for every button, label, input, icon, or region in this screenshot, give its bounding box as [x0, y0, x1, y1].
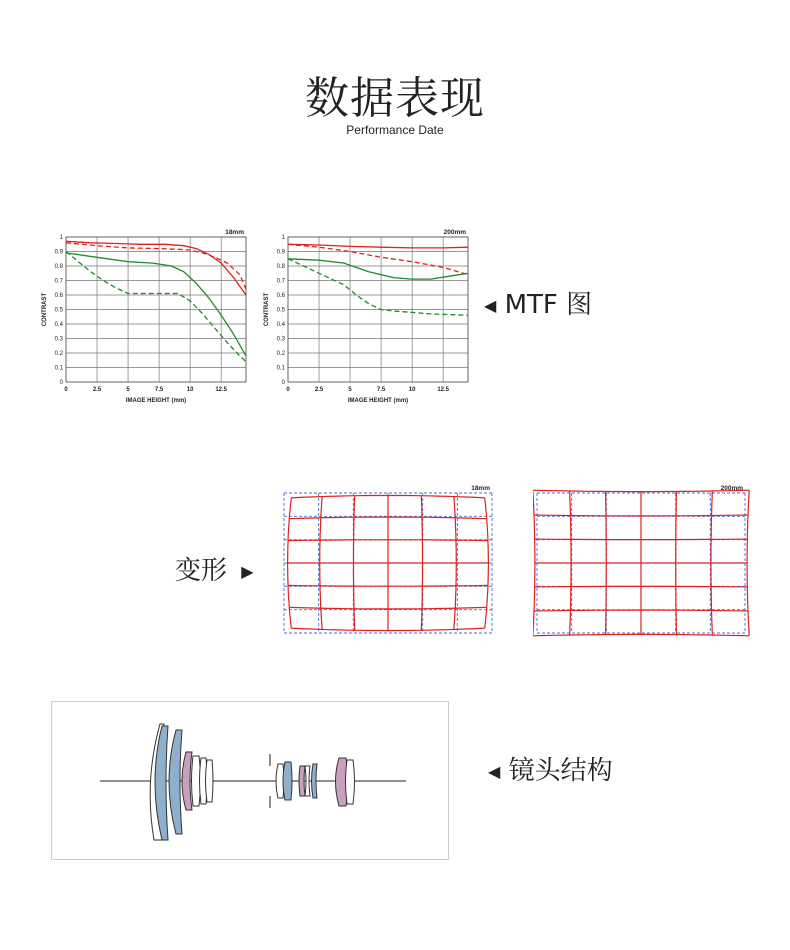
- y-tick-label: 0.6: [276, 293, 285, 299]
- y-tick-label: 0.5: [54, 307, 63, 314]
- distorted-grid-line: [535, 539, 748, 540]
- y-axis-label: CONTRAST: [264, 292, 270, 327]
- x-tick-label: 2.5: [92, 387, 102, 393]
- x-tick-label: 2.5: [314, 387, 324, 393]
- y-tick-label: 1: [59, 235, 63, 241]
- x-tick-label: 7.5: [376, 387, 386, 393]
- distortion-title: 200mm: [720, 485, 743, 492]
- lens-label-text: 镜头结构: [508, 756, 613, 786]
- y-tick-label: 0.7: [54, 278, 63, 285]
- mtf-label: [484, 284, 592, 321]
- distortion-grid-200mm: [533, 482, 751, 638]
- y-axis-label: CONTRAST: [42, 292, 48, 327]
- mtf-series-green-dashed: [66, 252, 246, 362]
- x-tick-label: 5: [348, 387, 352, 393]
- triangle-left-icon: ◀: [484, 296, 497, 315]
- y-tick-label: 0.5: [276, 307, 285, 314]
- lens-structure-box: [51, 701, 449, 860]
- lens-element-3: [169, 730, 182, 834]
- mtf-series-green-solid: [288, 259, 468, 279]
- y-tick-label: 0.1: [54, 365, 63, 372]
- mtf-series-green-solid: [66, 253, 246, 356]
- y-tick-label: 0.8: [54, 264, 63, 270]
- distortion-label: [175, 550, 254, 587]
- x-tick-label: 10: [408, 387, 416, 393]
- y-tick-label: 0.7: [276, 278, 285, 285]
- y-tick-label: 0.2: [276, 351, 285, 357]
- lens-diagram: [52, 702, 448, 859]
- y-tick-label: 0.2: [54, 351, 63, 357]
- page-subtitle: Performance Date: [346, 123, 444, 137]
- y-tick-label: 1: [281, 235, 285, 241]
- distorted-grid-line: [533, 634, 749, 635]
- lens-label: [488, 750, 613, 787]
- page-title: 数据表现: [305, 73, 485, 124]
- mtf-series-red-solid: [66, 241, 246, 295]
- x-tick-label: 12.5: [215, 387, 228, 393]
- chart-title: 18mm: [225, 229, 244, 236]
- lens-element-4: [182, 752, 192, 810]
- lens-element-14: [346, 760, 355, 804]
- distorted-grid-line: [533, 490, 535, 636]
- distortion-label-text: 变形: [175, 556, 228, 586]
- lens-element-10: [299, 766, 305, 796]
- y-tick-label: 0: [281, 380, 285, 386]
- x-axis-label: IMAGE HEIGHT (mm): [125, 398, 187, 404]
- triangle-left-icon: ◀: [488, 762, 501, 781]
- mtf-chart-200mm: [258, 225, 478, 405]
- distortion-title: 18mm: [471, 485, 490, 492]
- distorted-grid-line: [535, 586, 748, 587]
- x-tick-label: 5: [126, 387, 130, 393]
- x-axis-label: IMAGE HEIGHT (mm): [347, 398, 409, 404]
- x-tick-label: 10: [186, 387, 194, 393]
- y-tick-label: 0: [59, 380, 63, 386]
- y-tick-label: 0.9: [54, 249, 63, 256]
- lens-element-12: [312, 764, 318, 798]
- mtf-label-text: MTF 图: [504, 290, 593, 320]
- distorted-grid-line: [533, 490, 749, 491]
- lens-element-7: [206, 760, 214, 802]
- y-tick-label: 0.4: [276, 322, 285, 328]
- x-tick-label: 7.5: [154, 387, 164, 393]
- y-tick-label: 0.3: [54, 336, 63, 343]
- y-tick-label: 0.6: [54, 293, 63, 299]
- mtf-chart-18mm: [36, 225, 256, 405]
- distorted-grid-line: [747, 490, 749, 636]
- y-tick-label: 0.8: [276, 264, 285, 270]
- y-tick-label: 0.9: [276, 249, 285, 256]
- y-tick-label: 0.1: [276, 365, 285, 372]
- y-tick-label: 0.4: [54, 322, 63, 328]
- lens-element-11: [305, 766, 310, 796]
- chart-title: 200mm: [443, 229, 466, 236]
- triangle-right-icon: ▶: [241, 562, 254, 581]
- x-tick-label: 0: [64, 387, 68, 393]
- y-tick-label: 0.3: [276, 336, 285, 343]
- lens-element-9: [283, 762, 292, 800]
- x-tick-label: 12.5: [437, 387, 450, 393]
- x-tick-label: 0: [286, 387, 290, 393]
- distortion-grid-18mm: [280, 482, 498, 638]
